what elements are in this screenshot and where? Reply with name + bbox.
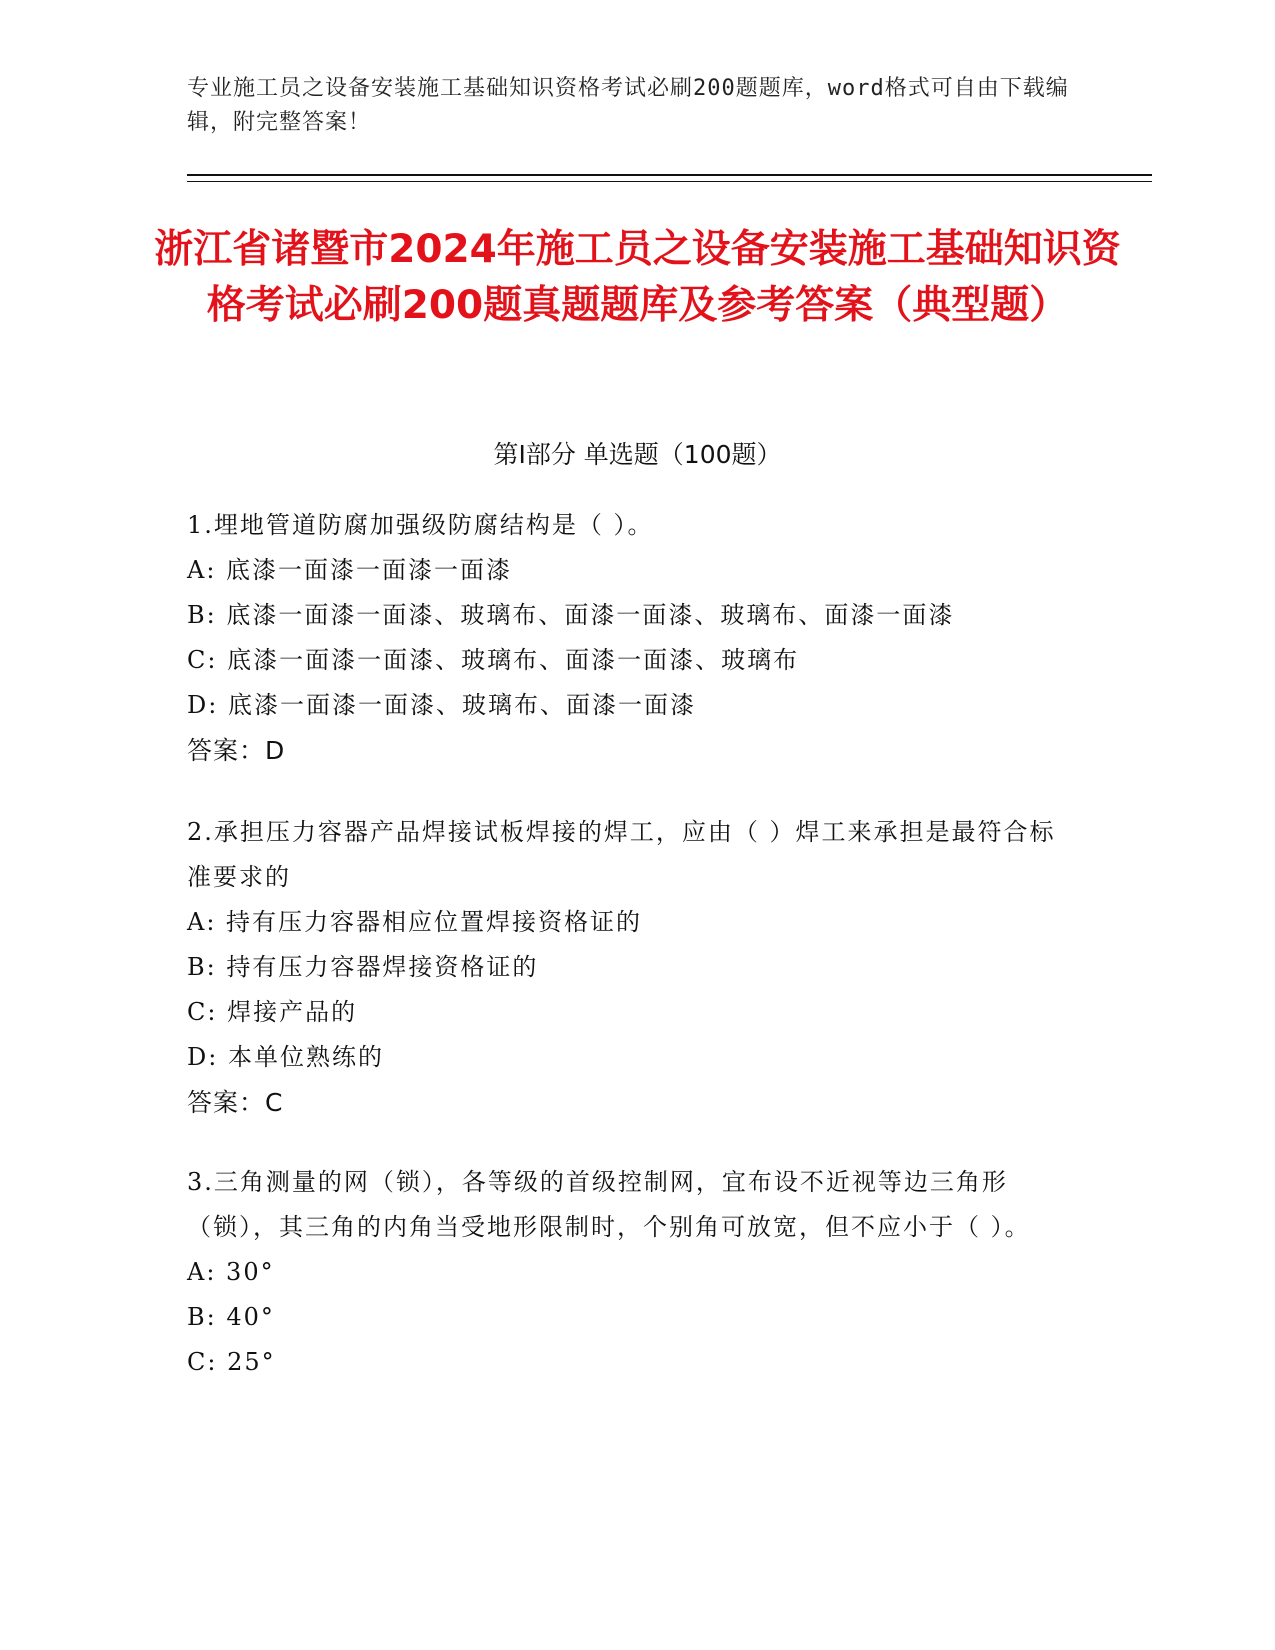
question-2 xyxy=(187,810,1067,1125)
header-rule-thin xyxy=(187,181,1152,182)
option-b: B: 持有压力容器焊接资格证的 xyxy=(187,953,539,981)
header-note: 专业施工员之设备安装施工基础知识资格考试必刷200题题库，word格式可自由下载编辑，附完整答案！ xyxy=(187,76,1069,135)
option-a: A: 30° xyxy=(187,1258,275,1286)
option-a: A: 持有压力容器相应位置焊接资格证的 xyxy=(187,908,643,936)
question-3 xyxy=(187,1160,1067,1385)
question-text: 2.承担压力容器产品焊接试板焊接的焊工，应由（ ）焊工来承担是最符合标准要求的 xyxy=(187,818,1056,891)
option-d: D: 本单位熟练的 xyxy=(187,1043,384,1071)
option-a: A: 底漆一面漆一面漆一面漆 xyxy=(187,556,513,584)
option-b: B: 40° xyxy=(187,1303,275,1331)
header-rule-thick xyxy=(187,174,1152,176)
question-1 xyxy=(187,503,1067,773)
question-text: 3.三角测量的网（锁），各等级的首级控制网，宜布设不近视等边三角形（锁），其三角的内角当受地形限制时，个别角可放宽，但不应小于（ ）。 xyxy=(187,1168,1031,1241)
option-d: D: 底漆一面漆一面漆、玻璃布、面漆一面漆 xyxy=(187,691,696,719)
option-b: B: 底漆一面漆一面漆、玻璃布、面漆一面漆、玻璃布、面漆一面漆 xyxy=(187,601,955,629)
answer: 答案：C xyxy=(187,1088,284,1117)
document-title: 浙江省诸暨市2024年施工员之设备安装施工基础知识资格考试必刷200题真题题库及参考答案（典型题） xyxy=(154,227,1121,328)
option-c: C: 焊接产品的 xyxy=(187,998,358,1026)
answer: 答案：D xyxy=(187,736,286,765)
section-heading: 第Ⅰ部分 单选题（100题） xyxy=(493,440,782,469)
question-text: 1.埋地管道防腐加强级防腐结构是（ ）。 xyxy=(187,511,654,539)
option-c: C: 25° xyxy=(187,1348,276,1376)
option-c: C: 底漆一面漆一面漆、玻璃布、面漆一面漆、玻璃布 xyxy=(187,646,800,674)
